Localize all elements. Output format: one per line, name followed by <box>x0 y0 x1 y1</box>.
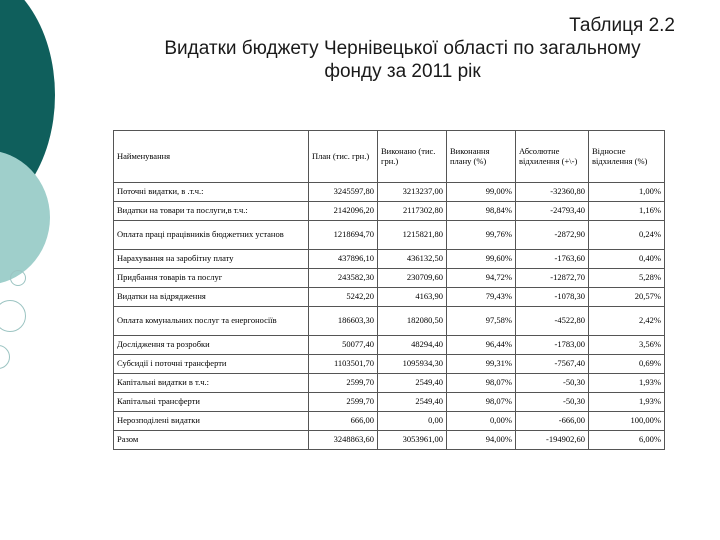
cell-execution-percent: 99,31% <box>447 355 516 374</box>
cell-name: Оплата праці працівників бюджетних установ <box>114 221 309 250</box>
cell-executed: 3213237,00 <box>378 183 447 202</box>
header-name: Найменування <box>114 131 309 183</box>
decorative-ring <box>0 300 26 332</box>
cell-absolute-deviation: -50,30 <box>516 393 589 412</box>
cell-executed: 2549,40 <box>378 374 447 393</box>
cell-relative-deviation: 1,00% <box>589 183 665 202</box>
decorative-light-circle <box>0 150 50 285</box>
cell-absolute-deviation: -1783,00 <box>516 336 589 355</box>
cell-relative-deviation: 1,93% <box>589 393 665 412</box>
header-execution-percent: Виконання плану (%) <box>447 131 516 183</box>
cell-name: Субсидії і поточні трансферти <box>114 355 309 374</box>
cell-relative-deviation: 1,93% <box>589 374 665 393</box>
cell-name: Капітальні трансферти <box>114 393 309 412</box>
cell-relative-deviation: 5,28% <box>589 269 665 288</box>
table-row <box>114 393 665 412</box>
cell-executed: 2117302,80 <box>378 202 447 221</box>
cell-plan: 2599,70 <box>309 374 378 393</box>
title-line: Видатки бюджету Чернівецької області по загальному <box>164 38 641 59</box>
cell-plan: 3245597,80 <box>309 183 378 202</box>
cell-plan: 243582,30 <box>309 269 378 288</box>
cell-plan: 666,00 <box>309 412 378 431</box>
slide-title <box>130 14 675 83</box>
table-row <box>114 202 665 221</box>
cell-executed: 0,00 <box>378 412 447 431</box>
table-row <box>114 183 665 202</box>
cell-execution-percent: 99,00% <box>447 183 516 202</box>
cell-relative-deviation: 0,40% <box>589 250 665 269</box>
cell-executed: 48294,40 <box>378 336 447 355</box>
cell-execution-percent: 98,07% <box>447 393 516 412</box>
cell-name: Нарахування на заробітну плату <box>114 250 309 269</box>
cell-plan: 2599,70 <box>309 393 378 412</box>
header-relative-deviation: Відносне відхилення (%) <box>589 131 665 183</box>
cell-name: Дослідження та розробки <box>114 336 309 355</box>
table-row <box>114 374 665 393</box>
cell-name: Поточні видатки, в .т.ч.: <box>114 183 309 202</box>
cell-name: Разом <box>114 431 309 450</box>
cell-absolute-deviation: -24793,40 <box>516 202 589 221</box>
cell-plan: 2142096,20 <box>309 202 378 221</box>
cell-executed: 436132,50 <box>378 250 447 269</box>
cell-executed: 1215821,80 <box>378 221 447 250</box>
cell-execution-percent: 94,72% <box>447 269 516 288</box>
cell-absolute-deviation: -1078,30 <box>516 288 589 307</box>
cell-relative-deviation: 0,24% <box>589 221 665 250</box>
cell-executed: 182080,50 <box>378 307 447 336</box>
cell-name: Видатки на відрядження <box>114 288 309 307</box>
cell-execution-percent: 97,58% <box>447 307 516 336</box>
cell-name: Оплата комунальних послуг та енергоносіїв <box>114 307 309 336</box>
cell-relative-deviation: 1,16% <box>589 202 665 221</box>
cell-executed: 3053961,00 <box>378 431 447 450</box>
cell-absolute-deviation: -194902,60 <box>516 431 589 450</box>
cell-absolute-deviation: -12872,70 <box>516 269 589 288</box>
cell-absolute-deviation: -7567,40 <box>516 355 589 374</box>
cell-execution-percent: 99,60% <box>447 250 516 269</box>
table-row <box>114 269 665 288</box>
cell-relative-deviation: 100,00% <box>589 412 665 431</box>
table-row <box>114 431 665 450</box>
cell-relative-deviation: 0,69% <box>589 355 665 374</box>
cell-plan: 5242,20 <box>309 288 378 307</box>
cell-execution-percent: 94,00% <box>447 431 516 450</box>
budget-table <box>113 130 665 450</box>
cell-execution-percent: 98,84% <box>447 202 516 221</box>
cell-plan: 1103501,70 <box>309 355 378 374</box>
cell-executed: 1095934,30 <box>378 355 447 374</box>
header-executed: Виконано (тис. грн.) <box>378 131 447 183</box>
table-row <box>114 221 665 250</box>
cell-execution-percent: 98,07% <box>447 374 516 393</box>
cell-relative-deviation: 2,42% <box>589 307 665 336</box>
cell-absolute-deviation: -50,30 <box>516 374 589 393</box>
cell-name: Капітальні видатки в т.ч.: <box>114 374 309 393</box>
cell-plan: 1218694,70 <box>309 221 378 250</box>
cell-plan: 50077,40 <box>309 336 378 355</box>
header-plan: План (тис. грн.) <box>309 131 378 183</box>
decorative-ring <box>10 270 26 286</box>
table-row <box>114 250 665 269</box>
cell-execution-percent: 79,43% <box>447 288 516 307</box>
table-row <box>114 412 665 431</box>
cell-executed: 4163,90 <box>378 288 447 307</box>
cell-absolute-deviation: -4522,80 <box>516 307 589 336</box>
table-row <box>114 288 665 307</box>
table-row <box>114 355 665 374</box>
cell-name: Придбання товарів та послуг <box>114 269 309 288</box>
cell-absolute-deviation: -1763,60 <box>516 250 589 269</box>
cell-plan: 3248863,60 <box>309 431 378 450</box>
header-absolute-deviation: Абсолютне відхилення (+\-) <box>516 131 589 183</box>
table-number: Таблиця 2.2 <box>569 15 675 36</box>
cell-relative-deviation: 3,56% <box>589 336 665 355</box>
cell-executed: 2549,40 <box>378 393 447 412</box>
cell-name: Нерозподілені видатки <box>114 412 309 431</box>
cell-execution-percent: 96,44% <box>447 336 516 355</box>
cell-relative-deviation: 6,00% <box>589 431 665 450</box>
cell-name: Видатки на товари та послуги,в т.ч.: <box>114 202 309 221</box>
cell-relative-deviation: 20,57% <box>589 288 665 307</box>
cell-executed: 230709,60 <box>378 269 447 288</box>
cell-execution-percent: 0,00% <box>447 412 516 431</box>
table-row <box>114 307 665 336</box>
title-line: фонду за 2011 рік <box>324 61 481 82</box>
table-row <box>114 336 665 355</box>
cell-absolute-deviation: -32360,80 <box>516 183 589 202</box>
table-header-row <box>114 131 665 183</box>
cell-execution-percent: 99,76% <box>447 221 516 250</box>
cell-plan: 437896,10 <box>309 250 378 269</box>
decorative-ring <box>0 345 10 369</box>
cell-absolute-deviation: -666,00 <box>516 412 589 431</box>
cell-plan: 186603,30 <box>309 307 378 336</box>
cell-absolute-deviation: -2872,90 <box>516 221 589 250</box>
